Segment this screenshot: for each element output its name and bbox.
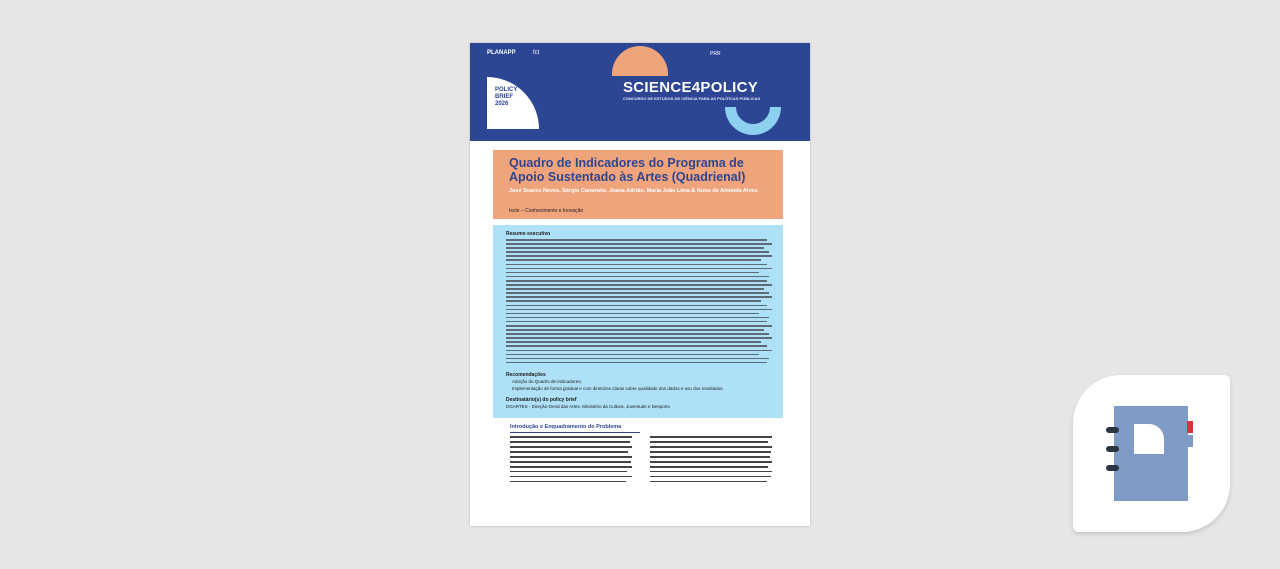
recommendations-title: Recomendações [506,372,546,378]
decorative-peach-shape [612,46,668,76]
text-line [650,456,770,458]
text-line [506,247,764,249]
affiliation: Iscte – Conhecimento e Inovação [509,208,584,214]
body-column-left [510,436,632,486]
brand-subtitle: CONCURSO DE ESTUDOS DE CIÊNCIA PARA AS POLÍTICAS PÚBLICAS [623,96,761,101]
text-line [506,276,769,278]
document-title: Quadro de Indicadores do Programa de Apoio Sustentado às Artes (Quadrienal) [509,156,746,184]
document-page [470,43,810,526]
text-line [506,329,764,331]
text-line [506,284,772,286]
text-line [506,309,772,311]
text-line [506,345,767,347]
text-line [506,305,767,307]
text-line [506,333,769,335]
text-line [510,436,632,438]
text-line [506,317,769,319]
text-line [506,296,772,298]
text-line [506,268,772,270]
text-line [506,264,767,266]
text-line [506,362,767,364]
fct-logo: fct [533,50,540,56]
text-line [510,476,632,478]
recipients-title: Destinatário(s) do policy brief [506,397,577,403]
text-line [506,239,767,241]
summary-title: Resumo executivo [506,231,551,237]
prr-logo: PRR [710,51,721,57]
text-line [506,350,772,352]
text-line [506,243,772,245]
text-line [510,461,631,463]
text-line [650,441,768,443]
text-line [506,341,761,343]
text-line [510,466,632,468]
text-line [506,321,767,323]
text-line [506,259,761,261]
recommendation-item: Adoção do Quadro de Indicadores; [512,379,582,384]
text-line [650,461,772,463]
text-line [506,288,764,290]
brand-title: SCIENCE4POLICY [623,79,759,96]
text-line [506,358,769,360]
text-line [650,451,771,453]
text-line [506,292,769,294]
text-line [506,313,759,315]
intro-heading: Introdução e Enquadramento do Problema [510,424,622,430]
executive-summary-box [493,225,783,418]
text-line [510,471,627,473]
app-icon-card[interactable] [1073,375,1230,532]
text-line [506,300,761,302]
recommendation-item: Implementação de forma gradual e com diretrizes claras sobre qualidade dos dados e uso dos resultados. [512,386,724,391]
planapp-logo: PLANAPP [487,50,516,56]
text-line [506,337,772,339]
text-line [506,280,767,282]
text-line [506,325,772,327]
text-line [650,446,772,448]
body-column-right [650,436,772,486]
text-line [650,476,771,478]
text-line [650,471,772,473]
text-line [506,354,759,356]
authors: José Soares Neves, Sérgio Caramelo, Joana Adrião, Maria João Lima & Nuno de Almeida Alves [509,188,758,194]
text-line [510,446,632,448]
text-line [650,466,768,468]
text-line [650,436,772,438]
recipients-text: DGARTES - Direção-Geral das Artes, Ministério da Cultura, Juventude e Desporto [506,404,670,409]
divider [510,432,640,433]
text-line [506,251,769,253]
summary-text-lines [506,239,772,366]
text-line [510,441,630,443]
title-box [493,150,783,219]
text-line [510,451,628,453]
text-line [506,255,772,257]
text-line [650,481,767,483]
text-line [510,456,632,458]
policy-brief-badge: POLICY BRIEF 2026 [487,77,539,129]
text-line [506,272,759,274]
header-banner [470,43,810,141]
text-line [510,481,626,483]
